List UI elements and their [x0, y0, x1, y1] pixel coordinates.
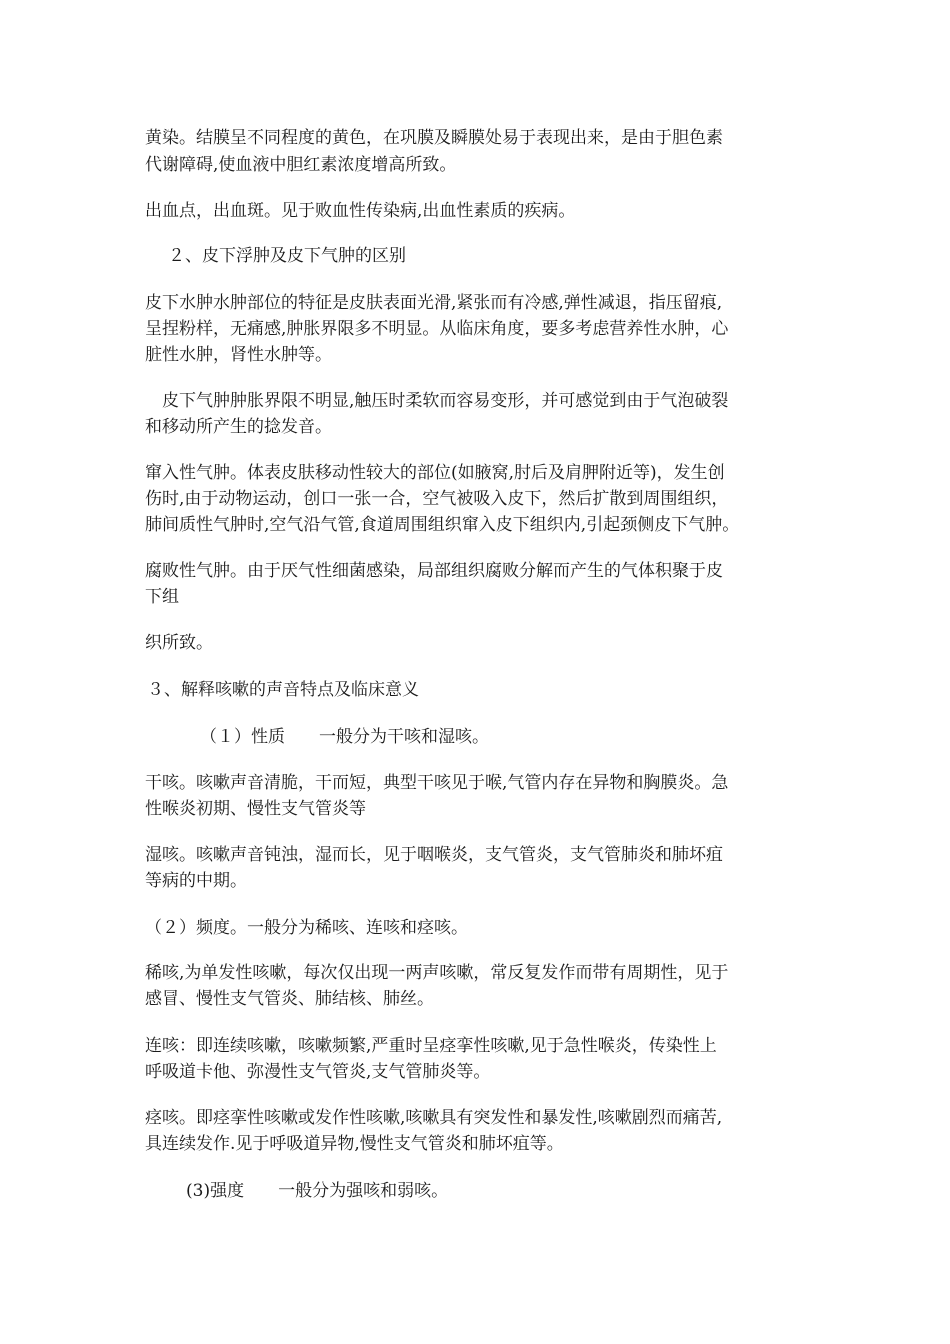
paragraph-line: 伤时,由于动物运动，创口一张一合，空气被吸入皮下，然后扩散到周围组织， [145, 489, 729, 509]
paragraph-line: 感冒、慢性支气管炎、肺结核、肺丝。 [145, 989, 434, 1009]
paragraph-line: 下组 [145, 587, 179, 607]
paragraph-line: 干咳。咳嗽声音清脆，干而短，典型干咳见于喉,气管内存在异物和胸膜炎。急 [145, 773, 729, 793]
paragraph-line: 性喉炎初期、慢性支气管炎等 [145, 799, 366, 819]
paragraph-line: 连咳：即连续咳嗽，咳嗽频繁,严重时呈痉挛性咳嗽,见于急性喉炎，传染性上 [145, 1036, 717, 1056]
paragraph-line: 呈捏粉样，无痛感,肿胀界限多不明显。从临床角度，要多考虑营养性水肿，心 [145, 319, 729, 339]
paragraph-line: 织所致。 [145, 633, 213, 653]
paragraph-line: 皮下气肿肿胀界限不明显,触压时柔软而容易变形，并可感觉到由于气泡破裂 [162, 391, 729, 411]
paragraph-line: 肺间质性气肿时,空气沿气管,食道周围组织窜入皮下组织内,引起颈侧皮下气肿。 [145, 515, 740, 535]
paragraph-line: 脏性水肿，肾性水肿等。 [145, 345, 332, 365]
paragraph-line: 具连续发作.见于呼吸道异物,慢性支气管炎和肺坏疽等。 [145, 1134, 564, 1154]
paragraph-line: 和移动所产生的捻发音。 [145, 417, 332, 437]
paragraph-line: 窜入性气肿。体表皮肤移动性较大的部位(如腋窝,肘后及肩胛附近等)，发生创 [145, 463, 725, 483]
subsection-heading: （２）频度。一般分为稀咳、连咳和痉咳。 [145, 918, 468, 938]
paragraph-line: 痉咳。即痉挛性咳嗽或发作性咳嗽,咳嗽具有突发性和暴发性,咳嗽剧烈而痛苦, [145, 1108, 723, 1128]
paragraph-line: 稀咳,为单发性咳嗽，每次仅出现一两声咳嗽，常反复发作而带有周期性，见于 [145, 963, 729, 983]
paragraph-line: 等病的中期。 [145, 871, 247, 891]
paragraph-line: 出血点，出血斑。见于败血性传染病,出血性素质的疾病。 [145, 201, 576, 221]
paragraph-line: 黄染。结膜呈不同程度的黄色，在巩膜及瞬膜处易于表现出来，是由于胆色素 [145, 128, 723, 148]
paragraph-line: 湿咳。咳嗽声音钝浊，湿而长，见于咽喉炎，支气管炎，支气管肺炎和肺坏疽 [145, 845, 723, 865]
paragraph-line: 皮下水肿水肿部位的特征是皮肤表面光滑,紧张而有冷感,弹性减退，指压留痕, [145, 293, 723, 313]
paragraph-line: 腐败性气肿。由于厌气性细菌感染，局部组织腐败分解而产生的气体积聚于皮 [145, 561, 723, 581]
subsection-heading: （１）性质 一般分为干咳和湿咳。 [200, 727, 489, 747]
paragraph-line: 呼吸道卡他、弥漫性支气管炎,支气管肺炎等。 [145, 1062, 491, 1082]
paragraph-line: 代谢障碍,使血液中胆红素浓度增高所致。 [145, 155, 457, 175]
section-heading: ２、皮下浮肿及皮下气肿的区别 [168, 246, 406, 266]
section-heading: ３、解释咳嗽的声音特点及临床意义 [147, 680, 419, 700]
subsection-heading: (3)强度 一般分为强咳和弱咳。 [186, 1181, 449, 1201]
